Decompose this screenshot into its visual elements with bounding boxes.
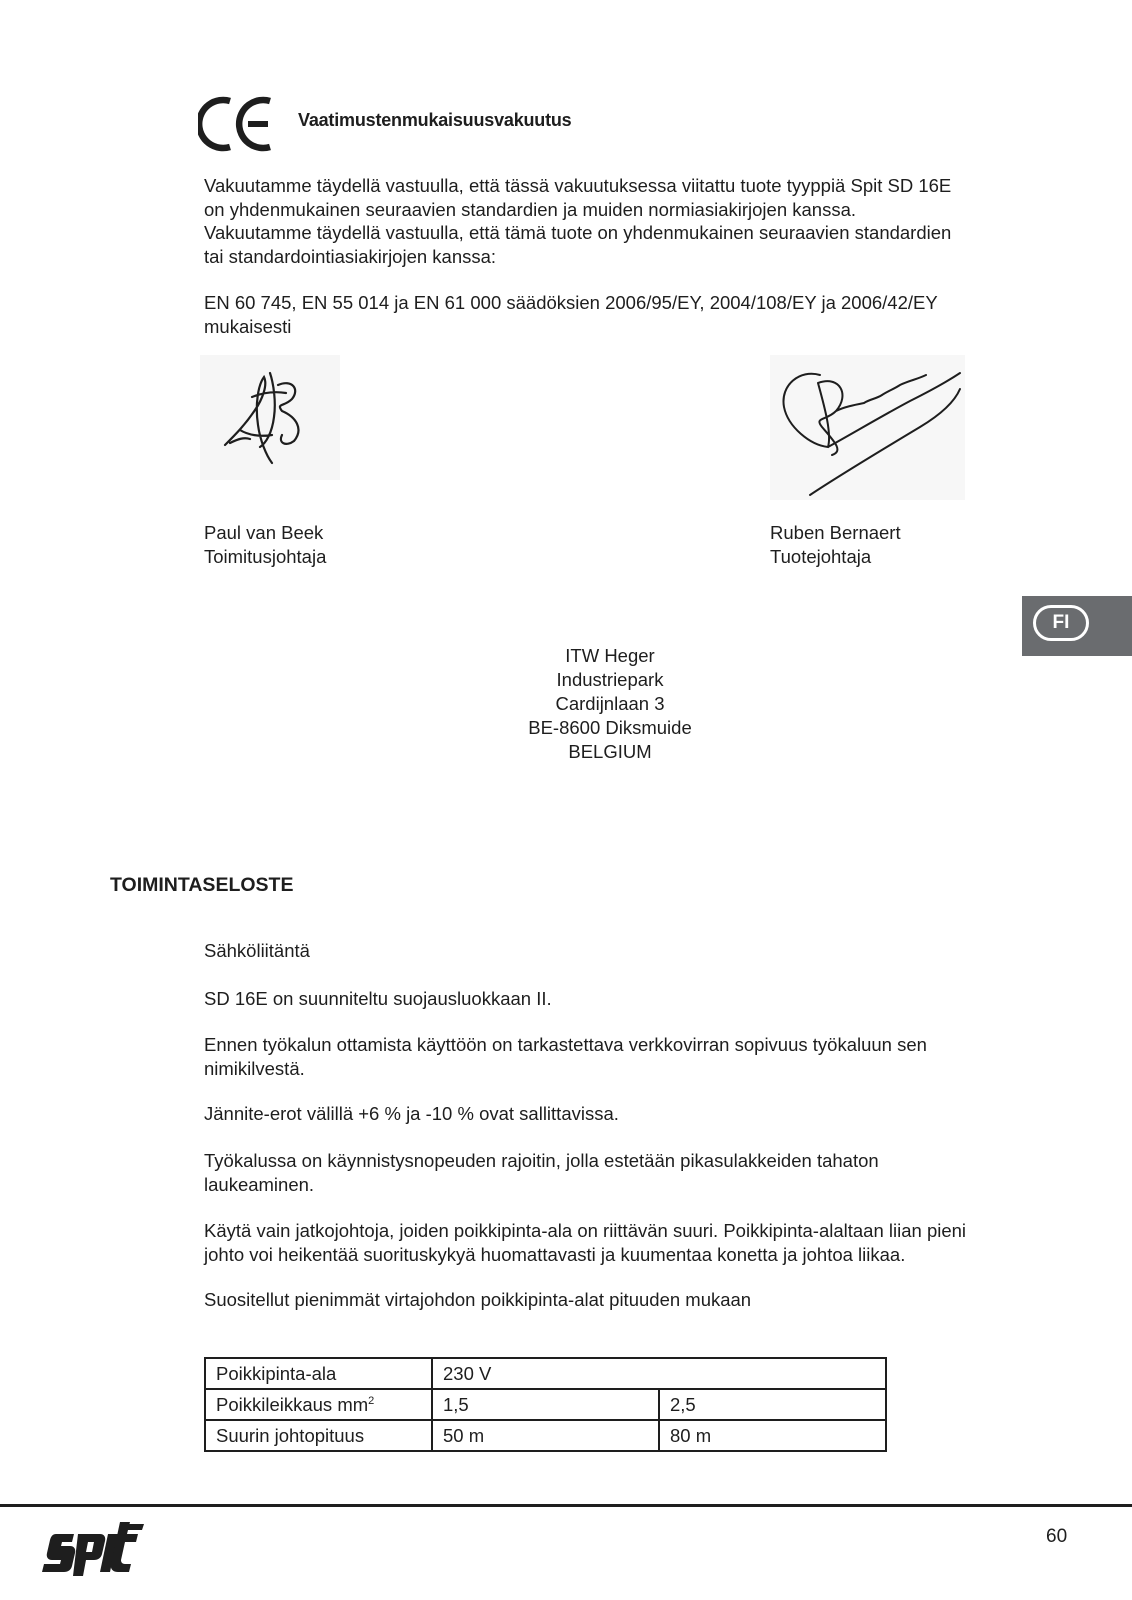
table-row xyxy=(205,1420,886,1451)
declaration-title: Vaatimustenmukaisuusvakuutus xyxy=(298,110,572,130)
text-line: EN 60 745, EN 55 014 ja EN 61 000 säädöksien 2006/95/EY, 2004/108/EY ja 2006/42/EY xyxy=(204,292,938,313)
table-cell: 80 m xyxy=(659,1420,886,1451)
signatory-2 xyxy=(770,521,901,568)
text-line: Työkalussa on käynnistysnopeuden rajoitin, jolla estetään pikasulakkeiden tahaton xyxy=(204,1150,879,1171)
signatory-name: Paul van Beek xyxy=(204,522,324,543)
table-cell: Poikkipinta-ala xyxy=(205,1358,432,1389)
table-cell: 50 m xyxy=(432,1420,659,1451)
language-tab xyxy=(1022,596,1132,656)
signatory-name: Ruben Bernaert xyxy=(770,522,901,543)
table-row xyxy=(205,1389,886,1420)
signatory-role: Toimitusjohtaja xyxy=(204,545,327,567)
text-line: on yhdenmukainen seuraavien standardien ja muiden normiasiakirjojen kanssa. xyxy=(204,198,856,220)
text-line: Käytä vain jatkojohtoja, joiden poikkipinta-ala on riittävän suuri. Poikkipinta-alaltaan liian pieni xyxy=(204,1220,967,1241)
signatory-role: Tuotejohtaja xyxy=(770,545,872,567)
text-line: tai standardointiasiakirjojen kanssa: xyxy=(204,245,497,267)
text-line: nimikilvestä. xyxy=(204,1057,305,1079)
address-line: Industriepark xyxy=(556,669,664,690)
paragraph-voltage-tolerance: Jännite-erot välillä +6 % ja -10 % ovat sallittavissa. xyxy=(204,1103,619,1124)
table-cell: 230 V xyxy=(432,1358,886,1389)
section-subheading: Sähköliitäntä xyxy=(204,940,310,961)
text-line: laukeaminen. xyxy=(204,1173,315,1195)
text-line: mukaisesti xyxy=(204,315,292,337)
superscript: 2 xyxy=(368,1394,375,1407)
standards-paragraph xyxy=(204,291,1024,338)
section-heading: TOIMINTASELOSTE xyxy=(110,874,294,896)
address-line: Cardijnlaan 3 xyxy=(555,693,665,714)
language-tab-label: FI xyxy=(1052,612,1070,633)
paragraph-extension-cords xyxy=(204,1219,1034,1266)
page-number: 60 xyxy=(1046,1526,1068,1547)
address-line: BELGIUM xyxy=(568,741,652,762)
text-line: Vakuutamme täydellä vastuulla, että tässä vakuutuksessa viitattu tuote tyyppiä Spit SD 16E xyxy=(204,175,952,196)
declaration-paragraph xyxy=(204,174,1024,268)
paragraph-start-limiter xyxy=(204,1149,1024,1196)
address-line: BE-8600 Diksmuide xyxy=(528,717,692,738)
address-line: ITW Heger xyxy=(565,645,655,666)
text-line: Ennen työkalun ottamista käyttöön on tarkastettava verkkovirran sopivuus työkaluun sen xyxy=(204,1034,927,1055)
table-cell: 1,5 xyxy=(432,1389,659,1420)
cable-size-table xyxy=(204,1357,887,1452)
paragraph-voltage-check xyxy=(204,1033,1024,1080)
signatory-1 xyxy=(204,521,326,568)
table-cell: 2,5 xyxy=(659,1389,886,1420)
paragraph-protection-class: SD 16E on suunniteltu suojausluokkaan II. xyxy=(204,988,552,1009)
company-address xyxy=(480,644,740,764)
ce-mark-logo xyxy=(198,95,274,153)
paragraph-table-intro: Suositellut pienimmät virtajohdon poikkipinta-alat pituuden mukaan xyxy=(204,1289,752,1310)
text-line: johto voi heikentää suorituskykyä huomattavasti ja kuumentaa konetta ja johtoa liikaa. xyxy=(204,1243,906,1265)
signature-image-1 xyxy=(200,355,340,480)
footer-divider xyxy=(0,1504,1132,1507)
spit-logo xyxy=(34,1520,146,1578)
table-cell xyxy=(205,1389,432,1420)
text-line: Vakuutamme täydellä vastuulla, että tämä tuote on yhdenmukainen seuraavien standardien xyxy=(204,222,952,243)
table-cell: Suurin johtopituus xyxy=(205,1420,432,1451)
cell-label: Poikkileikkaus mm xyxy=(216,1393,369,1415)
signature-image-2 xyxy=(770,355,965,500)
table-row xyxy=(205,1358,886,1389)
